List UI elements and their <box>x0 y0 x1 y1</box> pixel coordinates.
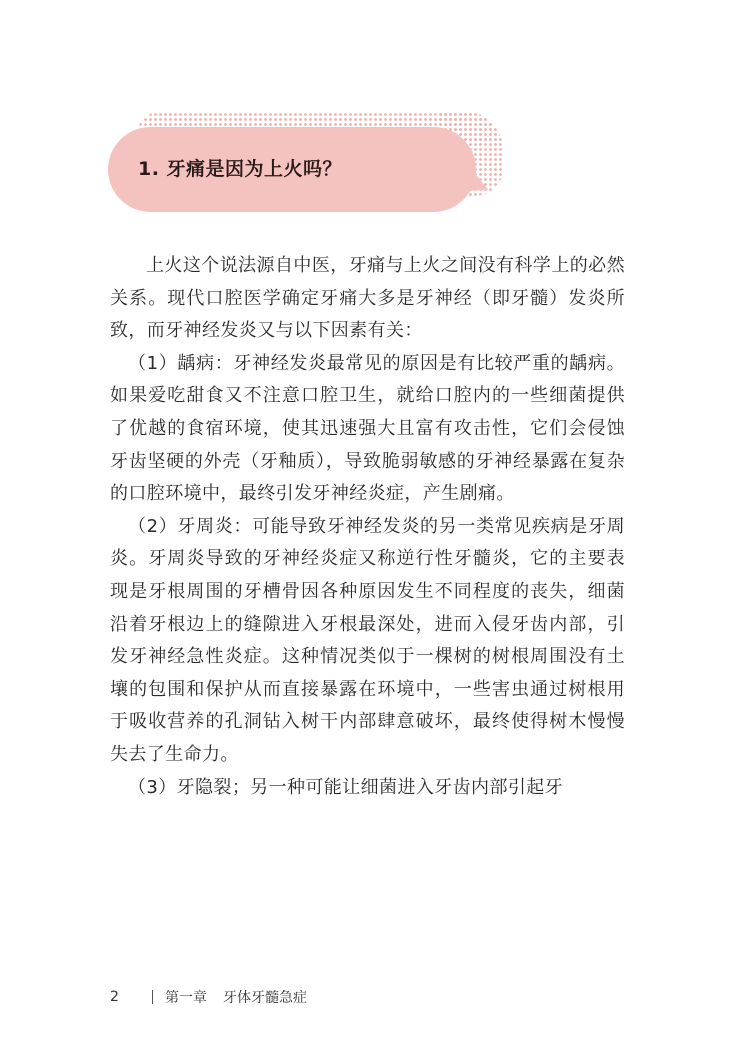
chapter-label: 第一章 <box>165 990 207 1006</box>
section-title: 1. 牙痛是因为上火吗？ <box>138 158 343 180</box>
paragraph-intro: 上火这个说法源自中医，牙痛与上火之间没有科学上的必然关系。现代口腔医学确定牙痛大多是牙神经（即牙髓）发炎所致，而牙神经发炎又与以下因素有关： <box>110 255 625 342</box>
page-footer <box>110 987 307 1007</box>
body-text <box>110 250 625 804</box>
page-number: 2 <box>110 989 119 1005</box>
paragraph-caries: （1）龋病：牙神经发炎最常见的原因是有比较严重的龋病。如果爱吃甜食又不注意口腔卫生，就给口腔内的一些细菌提供了优越的食宿环境，使其迅速强大且富有攻击性，它们会侵蚀牙齿坚硬的外壳（牙釉质），导致脆弱敏感的牙神经暴露在复杂的口腔环境中，最终引发牙神经炎症，产生剧痛。 <box>110 352 625 505</box>
section-title-bubble <box>108 112 504 216</box>
paragraph-periodontitis: （2）牙周炎：可能导致牙神经发炎的另一类常见疾病是牙周炎。牙周炎导致的牙神经炎症又称逆行性牙髓炎，它的主要表现是牙根周围的牙槽骨因各种原因发生不同程度的丧失，细菌沿着牙根边上的缝隙进入牙根最深处，进而入侵牙齿内部，引发牙神经急性炎症。这种情况类似于一棵树的树根周围没有土壤的包围和保护从而直接暴露在环境中，一些害虫通过树根用于吸收营养的孔洞钻入树干内部肆意破坏，最终使得树木慢慢失去了生命力。 <box>110 515 625 765</box>
chapter-title: 牙体牙髓急症 <box>223 990 307 1006</box>
paragraph-cracked-tooth: （3）牙隐裂；另一种可能让细菌进入牙齿内部引起牙 <box>128 776 564 798</box>
footer-divider <box>152 990 153 1004</box>
